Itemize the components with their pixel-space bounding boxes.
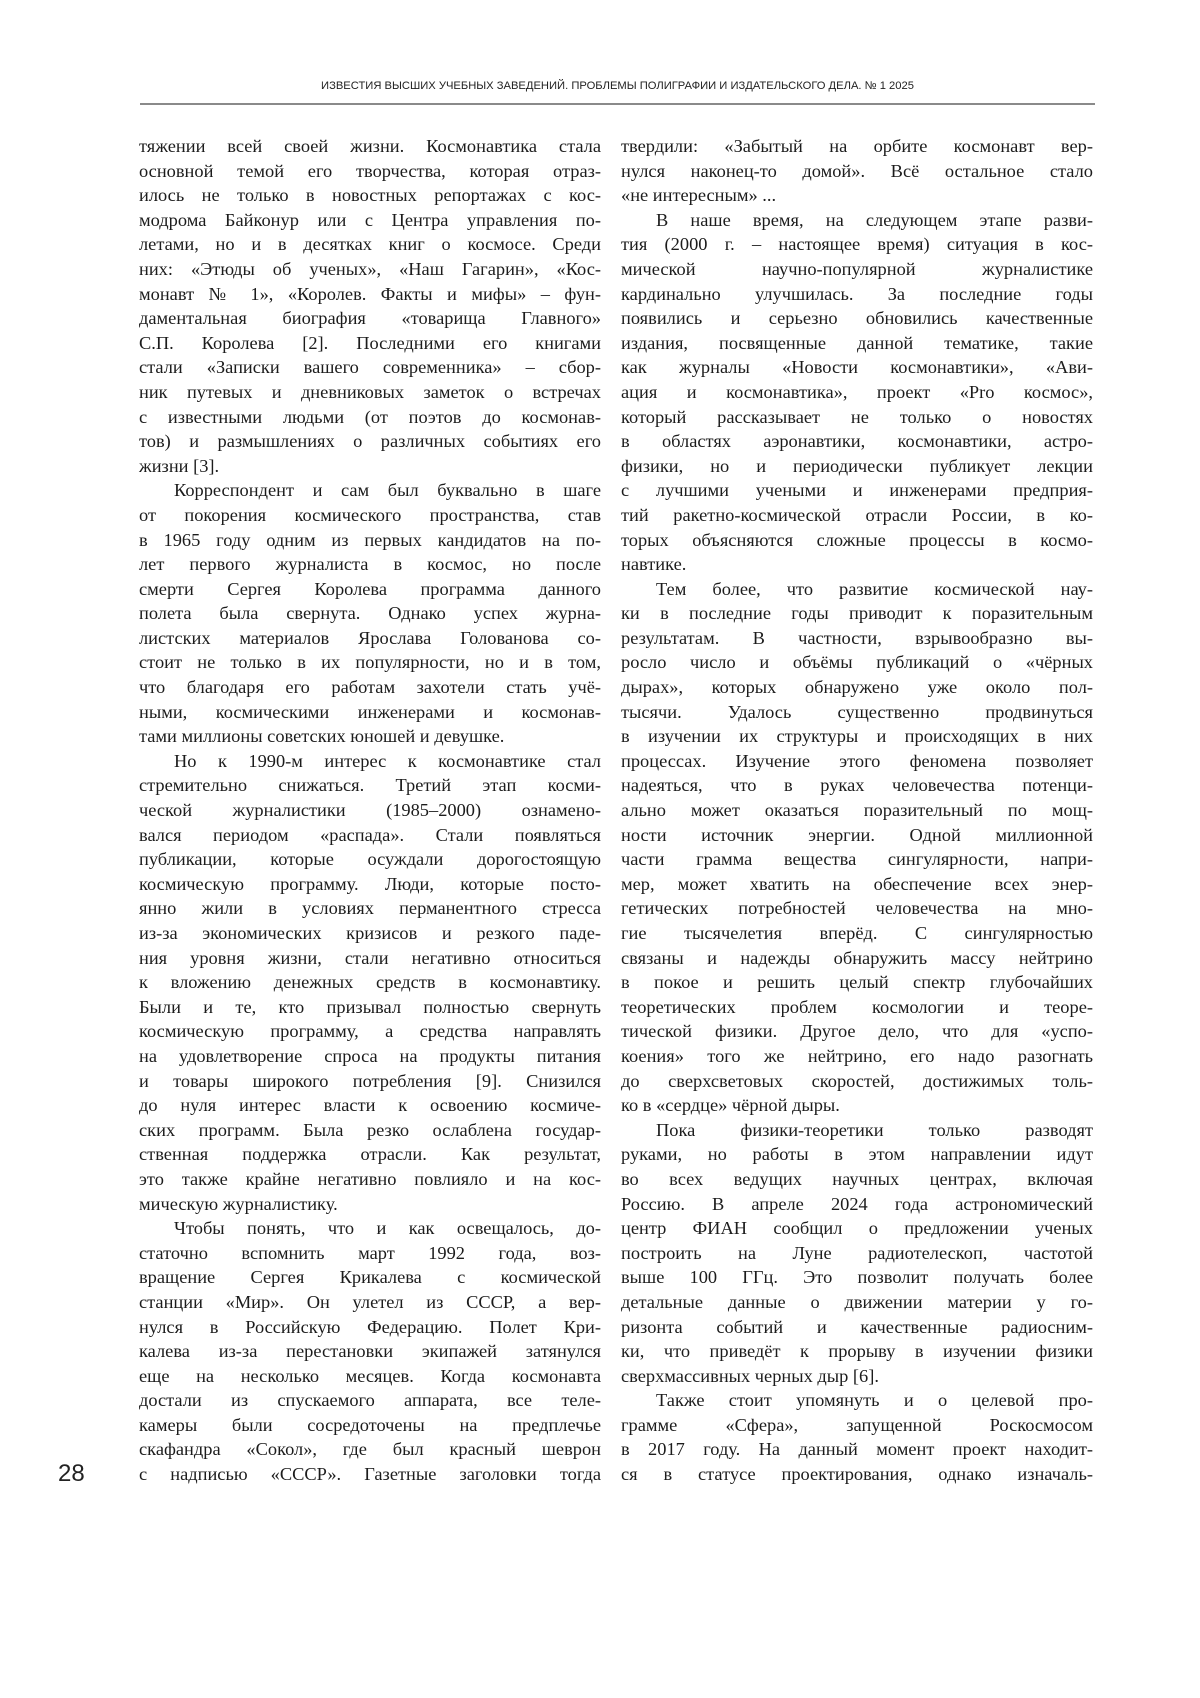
paragraph	[621, 577, 1093, 1118]
text-line: ко в «сердце» чёрной дыры.	[621, 1095, 840, 1116]
text-line: листских материалов Ярослава Голованова со-	[139, 627, 601, 648]
text-line: ности источник энергии. Одной миллионной	[621, 824, 1093, 845]
text-line: ризонта событий и качественные радиосним-	[621, 1316, 1093, 1337]
text-line: мической научно-популярной журналистике	[621, 258, 1093, 279]
text-line: ник путевых и дневниковых заметок о встречах	[139, 381, 601, 402]
text-line: части грамма вещества сингулярности, напри-	[621, 849, 1093, 870]
text-line: вался периодом «распада». Стали появляться	[139, 824, 601, 845]
text-line: появились и серьезно обновились качественные	[621, 308, 1093, 329]
text-line: ки в последние годы приводит к поразительным	[621, 603, 1093, 624]
text-line: к вложению денежных средств в космонавтику.	[139, 972, 601, 993]
text-line: надеяться, что в руках человечества потенци-	[621, 775, 1093, 796]
text-line: ственная поддержка отрасли. Как результат,	[139, 1144, 601, 1165]
text-line: летами, но и в десятках книг о космосе. Среди	[139, 234, 601, 255]
text-line: вращение Сергея Крикалева с космической	[139, 1267, 601, 1288]
paragraph	[621, 134, 1093, 208]
text-line: детальные данные о движении материи у го-	[621, 1291, 1093, 1312]
text-line: ально может оказаться поразительный по мощ-	[621, 800, 1093, 821]
header-rule	[140, 103, 1095, 105]
paragraph	[139, 478, 601, 749]
text-line: публикации, которые осуждали дорогостоящую	[139, 849, 601, 870]
text-line: тысячи. Удалось существенно продвинуться	[621, 701, 1093, 722]
text-line: Но к 1990-м интерес к космонавтике стал	[174, 750, 601, 771]
text-line: стоит не только в их популярности, но и в том,	[139, 652, 601, 673]
text-line: Чтобы понять, что и как освещалось, до-	[174, 1218, 601, 1239]
text-line: мер, может хватить на обеспечение всех энер-	[621, 873, 1093, 894]
text-line: даментальная биография «товарища Главного»	[139, 308, 601, 329]
text-line: связаны и надежды обнаружить массу нейтрино	[621, 947, 1093, 968]
text-line: тяжении всей своей жизни. Космонавтика стала	[139, 136, 601, 156]
text-line: нулся наконец-то домой». Всё остальное стало	[621, 160, 1093, 181]
text-line: кардинально улучшилась. За последние годы	[621, 283, 1093, 304]
text-line: скафандра «Сокол», где был красный шеврон	[139, 1439, 601, 1460]
text-line: теоретических проблем космологии и теоре-	[621, 996, 1093, 1017]
text-line: это также крайне негативно повлияло и на кос-	[139, 1168, 601, 1189]
text-line: росло число и объёмы публикаций о «чёрных	[621, 652, 1093, 673]
text-line: стремительно снижаться. Третий этап косми-	[139, 775, 601, 796]
page-number: 28	[58, 1460, 85, 1487]
text-line: космическую программу. Люди, которые посто-	[139, 873, 601, 894]
text-line: гие тысячелетия вперёд. С сингулярностью	[621, 923, 1093, 943]
text-line: В наше время, на следующем этапе разви-	[656, 209, 1093, 230]
text-line: лет первого журналиста в космос, но после	[139, 554, 601, 575]
text-line: монавт № 1», «Королев. Факты и мифы» – фун-	[139, 283, 601, 304]
paragraph	[621, 208, 1093, 577]
text-line: смерти Сергея Королева программа данного	[139, 578, 601, 599]
text-line: ческой журналистики (1985–2000) ознамено-	[139, 800, 601, 821]
text-line: модрома Байконур или с Центра управления по-	[139, 209, 601, 230]
text-line: до нуля интерес власти к освоению космиче-	[139, 1095, 601, 1116]
text-line: из-за экономических кризисов и резкого паде-	[139, 923, 601, 943]
text-line: космическую программу, а средства направлять	[139, 1021, 601, 1042]
text-line: выше 100 ГГц. Это позволит получать более	[621, 1267, 1093, 1288]
text-line: сверхмассивных черных дыр [6].	[621, 1365, 879, 1386]
text-line: как журналы «Новости космонавтики», «Ави-	[621, 357, 1093, 378]
text-line: коения» того же нейтрино, его надо разогнать	[621, 1045, 1093, 1066]
text-line: ация и космонавтика», проект «Pro космос»,	[621, 381, 1093, 402]
text-line: в областях аэронавтики, космонавтики, астро-	[621, 431, 1093, 452]
text-line: в 1965 году одним из первых кандидатов на по-	[139, 529, 601, 550]
text-line: с лучшими учеными и инженерами предприя-	[621, 480, 1093, 501]
text-line: калева из-за перестановки экипажей затянулся	[139, 1341, 601, 1362]
text-line: ских программ. Была резко ослаблена государ-	[139, 1119, 601, 1140]
text-line: Также стоит упомянуть и о целевой про-	[656, 1390, 1093, 1411]
text-line: Пока физики-теоретики только разводят	[656, 1119, 1093, 1140]
text-line: дырах», которых обнаружено уже около пол-	[621, 677, 1093, 698]
text-line: физики, но и периодически публикует лекции	[621, 455, 1093, 476]
text-line: тической физики. Другое дело, что для «успо-	[621, 1021, 1093, 1042]
paragraph	[139, 749, 601, 1216]
text-line: ния уровня жизни, стали негативно относиться	[139, 947, 601, 968]
text-line: статочно вспомнить март 1992 года, воз-	[139, 1242, 601, 1263]
text-line: нулся в Российскую Федерацию. Полет Кри-	[139, 1316, 601, 1337]
text-line: построить на Луне радиотелескоп, частотой	[621, 1242, 1093, 1263]
text-column-right	[621, 134, 1093, 1487]
text-line: стали «Записки вашего современника» – сбор-	[139, 357, 601, 378]
text-line: результатам. В частности, взрывообразно вы-	[621, 627, 1093, 648]
text-line: в изучении их структуры и происходящих в них	[621, 726, 1093, 747]
text-line: илось не только в новостных репортажах с кос-	[139, 185, 601, 206]
text-line: торых объясняются сложные процессы в космо-	[621, 529, 1093, 550]
text-line: основной темой его творчества, которая отраз-	[139, 160, 601, 181]
text-line: до сверхсветовых скоростей, достижимых толь-	[621, 1070, 1093, 1091]
text-line: центр ФИАН сообщил о предложении ученых	[621, 1218, 1093, 1239]
paragraph	[139, 134, 601, 478]
text-line: Тем более, что развитие космической нау-	[656, 578, 1093, 599]
text-line: станции «Мир». Он улетел из СССР, а вер-	[139, 1291, 601, 1312]
text-line: тами миллионы советских юношей и девушке.	[139, 726, 505, 747]
text-line: твердили: «Забытый на орбите космонавт вер-	[621, 136, 1093, 156]
text-line: янно жили в условиях перманентного стресса	[139, 898, 601, 919]
text-line: камеры были сосредоточены на предплечье	[139, 1414, 601, 1435]
paragraph	[139, 1216, 601, 1487]
text-line: на удовлетворение спроса на продукты питания	[139, 1045, 601, 1066]
text-line: навтике.	[621, 554, 687, 575]
text-line: ными, космическими инженерами и космонав-	[139, 701, 601, 722]
text-line: Россию. В апреле 2024 года астрономический	[621, 1193, 1093, 1214]
text-line: в покое и решить целый спектр глубочайших	[621, 972, 1093, 993]
text-line: достали из спускаемого аппарата, все теле-	[139, 1390, 601, 1411]
text-line: процессах. Изучение этого феномена позволяет	[621, 750, 1093, 771]
text-line: еще на несколько месяцев. Когда космонавта	[139, 1365, 601, 1386]
text-line: Были и те, кто призывал полностью свернуть	[139, 996, 601, 1017]
text-line: руками, но работы в этом направлении идут	[621, 1144, 1093, 1165]
text-line: в 2017 году. На данный момент проект находит-	[621, 1439, 1093, 1460]
text-line: жизни [3].	[139, 455, 220, 476]
text-line: них: «Этюды об ученых», «Наш Гагарин», «Кос-	[139, 258, 601, 279]
text-line: ся в статусе проектирования, однако изначаль-	[621, 1464, 1093, 1485]
text-line: «не интересным» ...	[621, 185, 777, 206]
text-line: с известными людьми (от поэтов до космонав-	[139, 406, 601, 427]
text-line: и товары широкого потребления [9]. Снизился	[139, 1070, 601, 1091]
paragraph	[621, 1118, 1093, 1389]
text-line: тия (2000 г. – настоящее время) ситуация в кос-	[621, 234, 1093, 255]
text-line: тов) и размышлениях о различных событиях его	[139, 431, 601, 452]
text-line: ки, что приведёт к прорыву в изучении физики	[621, 1341, 1093, 1362]
text-line: грамме «Сфера», запущенной Роскосмосом	[621, 1414, 1093, 1435]
text-line: от покорения космического пространства, став	[139, 504, 601, 525]
text-line: Корреспондент и сам был буквально в шаге	[174, 480, 601, 501]
text-line: гетических потребностей человечества на мно-	[621, 898, 1093, 919]
text-line: С.П. Королева [2]. Последними его книгами	[139, 332, 601, 353]
text-line: мическую журналистику.	[139, 1193, 338, 1214]
text-line: что благодаря его работам захотели стать учё-	[139, 677, 601, 698]
text-line: тий ракетно-космической отрасли России, в ко-	[621, 504, 1093, 525]
text-line: полета была свернута. Однако успех журна-	[139, 603, 601, 624]
text-column-left	[139, 134, 601, 1487]
paragraph	[621, 1388, 1093, 1486]
text-line: издания, посвященные данной тематике, такие	[621, 332, 1093, 353]
text-line: который рассказывает не только о новостях	[621, 406, 1093, 427]
running-head: ИЗВЕСТИЯ ВЫСШИХ УЧЕБНЫХ ЗАВЕДЕНИЙ. ПРОБЛЕМЫ ПОЛИГРАФИИ И ИЗДАТЕЛЬСКОГО ДЕЛА. № 1 2025	[321, 80, 914, 92]
text-line: во всех ведущих научных центрах, включая	[621, 1168, 1093, 1189]
text-line: с надписью «СССР». Газетные заголовки тогда	[139, 1464, 601, 1485]
